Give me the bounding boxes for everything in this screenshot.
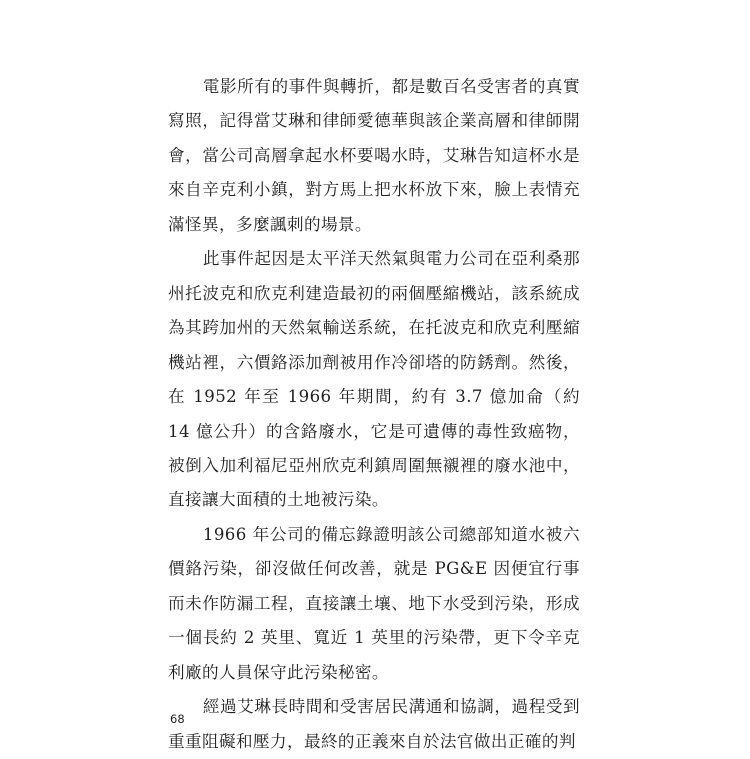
paragraph-2: 此事件起因是太平洋天然氣與電力公司在亞利桑那州托波克和欣克利建造最初的兩個壓縮機站，該系統成為其跨加州的天然氣輸送系統，在托波克和欣克利壓縮機站裡，六價鉻添加劑被用作冷卻塔的防銹劑。然後，在 1952 年至 1966 年期間，約有 3.7 億加侖（約 14 億公升）的含鉻廢水，它是可遺傳的毒性致癌物，被倒入加利福尼亞州欣克利鎮周圍無襯裡的廢水池中，直接讓大面積的土地被污染。	[168, 249, 580, 510]
paragraph-4: 經過艾琳長時間和受害居民溝通和協調，過程受到重重阻礙和壓力，最終的正義來自於法官做出正確的判	[168, 697, 580, 751]
page-number: 68	[170, 712, 185, 726]
paragraph-3: 1966 年公司的備忘錄證明該公司總部知道水被六價鉻污染，卻沒做任何改善，就是 PG&E 因便宜行事而未作防漏工程，直接讓土壤、地下水受到污染，形成一個長約 2 英里、寬近 1 英里的污染帶，更下令辛克利廠的人員保守此污染秘密。	[168, 524, 580, 682]
paragraph-1: 電影所有的事件與轉折，都是數百名受害者的真實寫照，記得當艾琳和律師愛德華與該企業高層和律師開會，當公司高層拿起水杯要喝水時，艾琳告知這杯水是來自辛克利小鎮，對方馬上把水杯放下來，臉上表情充滿怪異，多麼諷刺的場景。	[168, 77, 580, 234]
body-text	[168, 70, 580, 759]
